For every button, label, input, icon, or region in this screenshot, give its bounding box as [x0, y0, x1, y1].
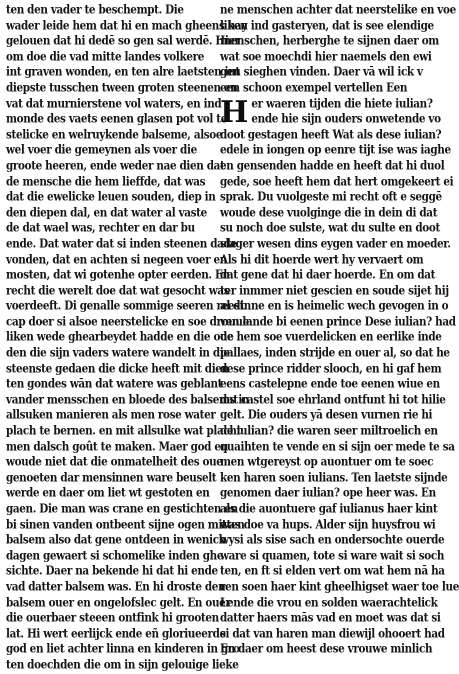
text-line: gaen. Die man was crane en gestichten en	[6, 502, 238, 516]
text-line: woude dese vuolginge die in dein di dat	[220, 205, 438, 220]
text-line: dese prince ridder slooch, en hi gaf hem	[220, 361, 442, 376]
text-line: wel voer die gemeynen als voer die	[6, 143, 197, 157]
text-line: diepste tusschen tween groten steenen en	[6, 81, 238, 95]
text-line: eens castelepne ende toe eenen wiue en	[220, 377, 440, 391]
text-line: die ouerbaer steeen ontfink hi grooten	[6, 611, 219, 625]
text-line: er waeren tijden die hiete iulian?	[251, 96, 433, 111]
text-line: men dalsch goût te maken. Maer god en	[6, 439, 228, 454]
text-line: dat die ewelicke leuen souden, diep in	[6, 190, 216, 204]
text-line: gen sieghen vinden. Daer vā wil ick v	[220, 65, 423, 79]
text-line: voerdeeft. Di genalle sommige seeren reest	[6, 299, 245, 313]
text-line: sprak. Du vuolgeste mi recht oft e seggē	[220, 190, 442, 204]
text-line: pallaes, inden strijde en ouer al, so dat he	[220, 346, 450, 360]
text-line: en gensenden hadde en heeft dat hi duol	[220, 159, 445, 173]
text-line: bi sinen vanden ontbeent sijne ogen mitten	[6, 517, 245, 532]
text-line: liken ind gasteryen, dat is see elendige	[220, 18, 434, 33]
text-line: den diepen dal, en dat water al vaste	[6, 205, 207, 220]
text-line: steenste gedaen die dicke heeft mit dien	[6, 361, 229, 376]
text-line: dat castel soe ehrland ontfunt hi tot hilie	[220, 393, 446, 407]
text-line: als die auontuere gaf iulianus haer kint	[220, 502, 438, 516]
text-line: monde des vaets eenen glasen pot vol te	[6, 112, 228, 126]
text-line: ten den vader te beschempt. Die	[6, 3, 184, 17]
text-line: vonden, dat en achten si negeen voer en	[6, 252, 228, 267]
text-line: quaihten te vende en si sijn oer mede te sa	[220, 439, 455, 454]
text-line: si dat van haren man diewijl ohooert had	[220, 626, 445, 641]
text-line: genomen daer iulian? ope heer was. En	[220, 486, 436, 501]
decorated-initial-letter: H	[220, 94, 249, 130]
text-line: Als hi dit hoerde wert hy vervaert om	[220, 252, 424, 267]
text-line: ter inmmer niet gescien en soude sijet hij	[220, 283, 449, 298]
text-line: gelouen dat hi dedē so gen sal werdē. Hier	[6, 34, 240, 48]
text-line: wysi als sise sach en ondersochte ouerde	[220, 533, 445, 547]
text-line: al dinne en is heimelic wech gevogen in o	[220, 299, 449, 313]
text-line: plach te bernen. en mit allsulke wat placht	[6, 424, 241, 438]
text-line: groote heeren, ende weder nae dien dat	[6, 159, 225, 173]
text-line: een schoon exempel vertellen Een	[220, 81, 408, 95]
text-line: god en liet achter linna en kinderen in gro	[6, 642, 240, 656]
text-line: ken haren soen iulians. Ten laetste sijnde	[220, 470, 448, 485]
text-line: om doe die vad mitte landes volkere	[6, 49, 204, 64]
text-line: ende hie sijn ouders onwetende vo	[251, 112, 441, 126]
text-line: men wtgereyst op auontuer om te soec	[220, 455, 434, 469]
text-line: wat soe moechdi hier naemels den ewi	[220, 49, 432, 64]
text-line: edele in iongen op eenre tijt ise was iaghe	[220, 143, 451, 157]
text-line: genoeten dar mensinnen ware beuselt	[6, 470, 217, 485]
text-line: wader leide hem dat hi en mach gheens hay	[6, 18, 248, 33]
text-line: stelicke en welruykende balseme, alsoe	[6, 127, 223, 142]
text-line: gelt. Die ouders yā desen vurnen rie hi	[220, 408, 433, 423]
text-line: menschen, herberghe te sijnen daer om	[220, 34, 439, 48]
text-line: dagen gewaert si schomelike inden ghe	[6, 548, 224, 563]
text-line: su noch doe sulste, wat du sulte en doot	[220, 221, 440, 235]
text-line: was doe va hups. Alder sijn huysfrou wi	[220, 517, 436, 532]
text-line: balsem also dat gene ontdeen in wenich	[6, 533, 226, 547]
text-line: werde en daer om liet wt gestoten en	[6, 486, 210, 501]
text-line: de dat wael was, rechter en dar bu	[6, 221, 195, 235]
initial-paragraph	[220, 94, 442, 144]
left-text-column	[4, 3, 250, 672]
text-line: datter haers mās vad en moet was dat si	[220, 611, 441, 625]
text-line: Lende die vrou en solden waerachtelick	[220, 595, 438, 610]
right-text-column	[216, 3, 459, 656]
text-line: slager wesen dins eygen vader en moeder.	[220, 237, 451, 251]
text-line: woude niet dat die onmatelheit des oue	[6, 455, 223, 469]
text-line: int graven wonden, en ten alre laetsten int	[6, 65, 240, 79]
text-line: mosten, dat wi gotenhe opter eerden. En	[6, 268, 230, 282]
text-line: recht die werelt doe dat wat gesocht was	[6, 283, 230, 298]
text-line: lat. Hi wert eerlijck ende eñ gloriueerde	[6, 626, 226, 641]
text-line: ven lande bi eenen prince Dese iulian? had	[220, 315, 456, 329]
text-line: ne menschen achter dat neerstelike en voe	[220, 3, 456, 17]
text-line: de hem soe vuerdelicken en eerlike inde	[220, 330, 442, 345]
text-line: de iulian? die waren seer miltroelich en	[220, 424, 438, 438]
text-line: sichte. Daer na bekende hi dat hi ende	[6, 564, 218, 578]
text-line: den die sijn vaders watere wandelt in die	[6, 346, 230, 360]
text-line: ware si quamen, tote si ware wait si soch	[220, 548, 445, 563]
text-line: balsem ouer en ongelofslec gelt. En ouer	[6, 595, 231, 610]
text-line: allsuken manieren als men rose water	[6, 408, 216, 423]
text-line: ten gondes wān dat watere was geblant	[6, 377, 223, 391]
text-line: de mensche die hem lieffde, dat was	[6, 174, 206, 189]
text-line: ten doechden die om in sijn gelouige lieke	[6, 658, 239, 672]
text-line: vad datter balsem was. En hi droste den	[6, 580, 226, 594]
text-line: doot gestagen heeft Wat als dese iulian?	[220, 127, 442, 142]
text-line: ten, en ft si elden vert om wat hem nā ha	[220, 564, 445, 578]
text-line: ende. Dat water dat si inden steenen dade	[6, 237, 237, 251]
text-line: ren soen haer kint gheelhigset waer toe lue	[220, 580, 459, 594]
text-line: cap doer si alsoe neerstelicke en soe drouue	[6, 315, 249, 329]
text-line: gede, soe heeft hem dat hert omgekeert ei	[220, 174, 454, 189]
text-line: En daer om heest dese vrouwe minlich	[220, 642, 433, 656]
text-line: vander mensschen en bloede des balsems in	[6, 393, 250, 407]
text-line: dat gene dat hi daer hoerde. En om dat	[220, 268, 436, 282]
text-line: liken wede ghearbeydet hadde en die oue	[6, 330, 234, 345]
text-line: vat dat murnierstene vol waters, en ind	[6, 96, 222, 111]
